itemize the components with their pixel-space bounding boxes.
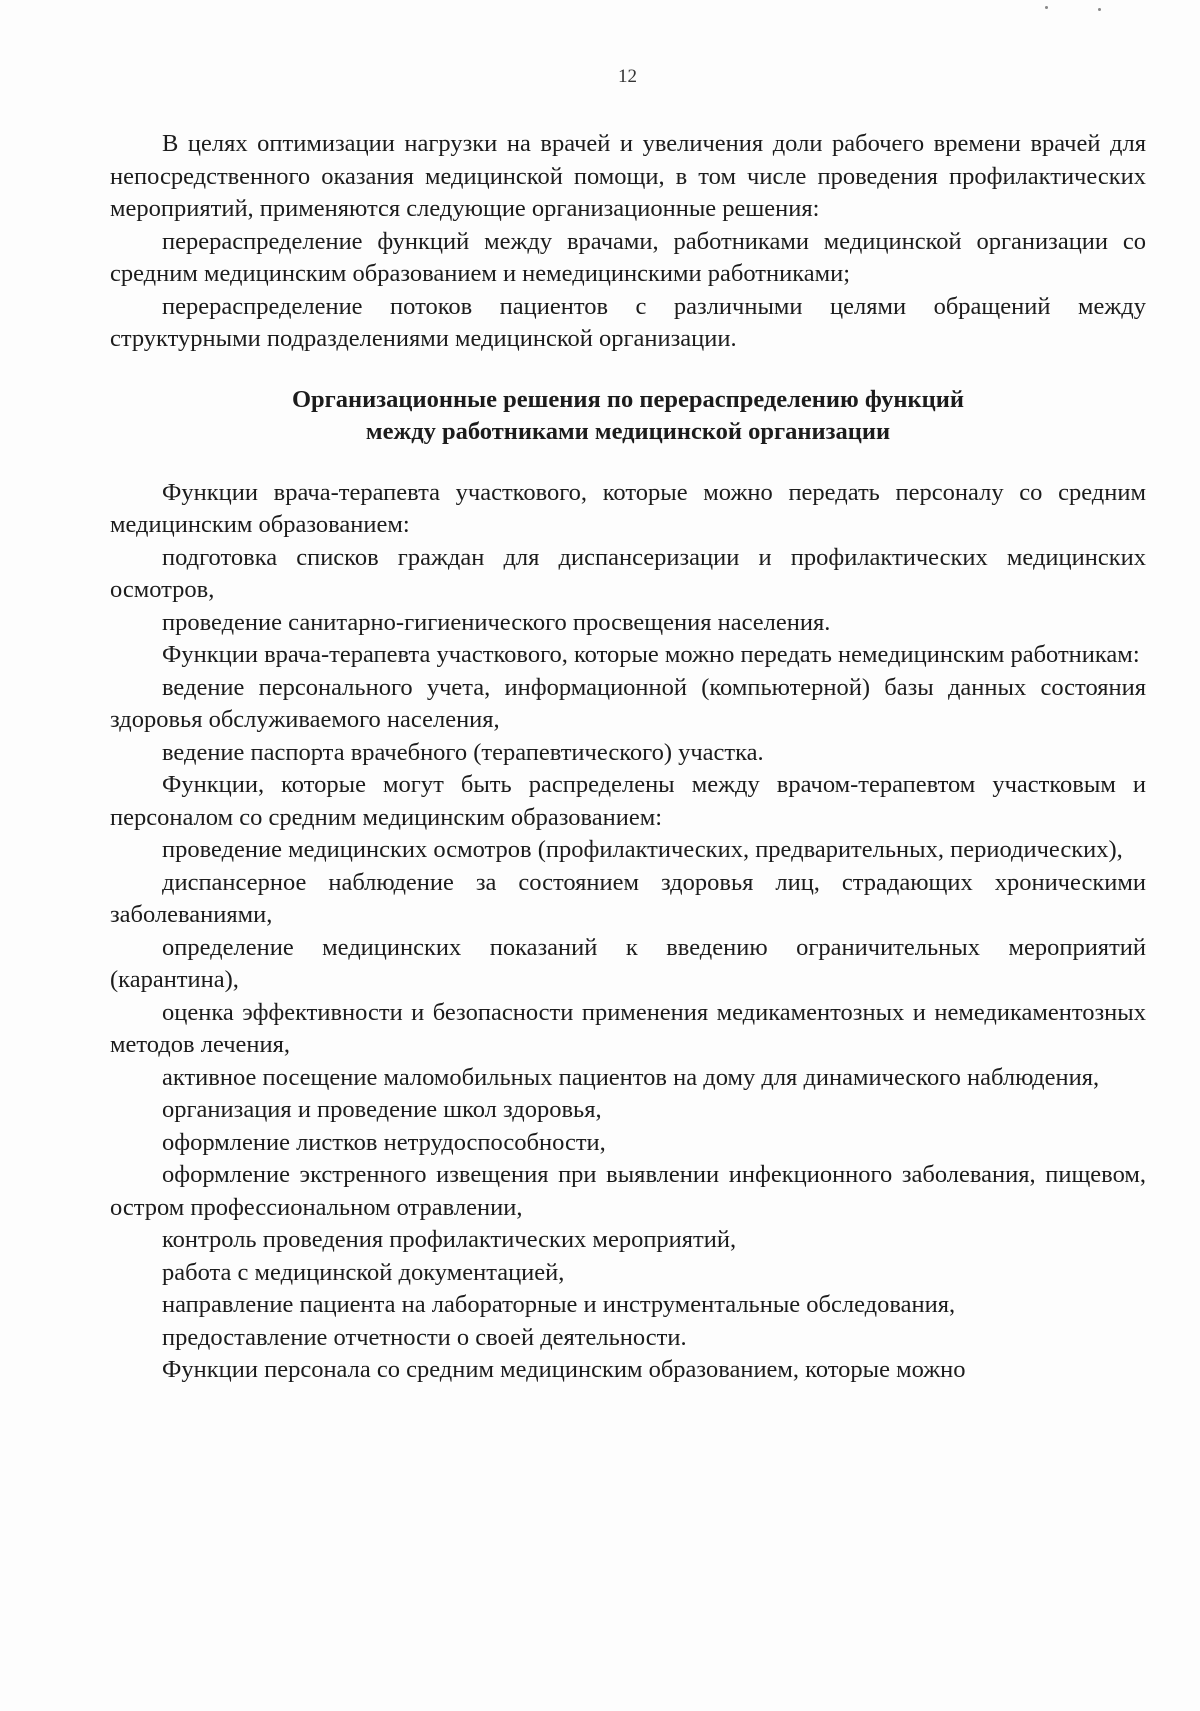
page-number: 12	[618, 66, 637, 87]
list-item: подготовка списков граждан для диспансеризации и профилактических медицинских осмотров,	[110, 543, 1146, 603]
scan-speck	[1098, 8, 1101, 11]
list-item: проведение медицинских осмотров (профилактических, предварительных, периодических),	[162, 836, 1123, 863]
list-item: оформление экстренного извещения при выявлении инфекционного заболевания, пищевом, остром профессиональном отравлении,	[110, 1161, 1146, 1221]
list-item: определение медицинских показаний к введению ограничительных мероприятий (карантина),	[110, 933, 1146, 993]
paragraph: Функции врача-терапевта участкового, которые можно передать немедицинским работникам:	[162, 641, 1140, 668]
paragraph: перераспределение потоков пациентов с различными целями обращений между структурными подразделениями медицинской организации.	[110, 292, 1146, 352]
paragraph: Функции, которые могут быть распределены между врачом-терапевтом участковым и персоналом со средним медицинским образованием:	[110, 771, 1146, 831]
list-item: контроль проведения профилактических мероприятий,	[162, 1226, 737, 1253]
paragraph: перераспределение функций между врачами, работниками медицинской организации со средним медицинским образованием и немедицинскими работниками;	[110, 227, 1146, 287]
list-item: диспансерное наблюдение за состоянием здоровья лиц, страдающих хроническими заболеваниями,	[110, 868, 1146, 928]
list-item: организация и проведение школ здоровья,	[162, 1096, 602, 1123]
section-heading-line-2: между работниками медицинской организации	[365, 418, 891, 445]
list-item: активное посещение маломобильных пациентов на дому для динамического наблюдения,	[162, 1063, 1100, 1091]
list-item: ведение персонального учета, информационной (компьютерной) базы данных состояния здоровья обслуживаемого населения,	[110, 673, 1146, 733]
section-heading-line-1: Организационные решения по перераспределению функций	[291, 385, 965, 413]
section-heading	[110, 384, 1146, 449]
list-item: оценка эффективности и безопасности применения медикаментозных и немедикаментозных методов лечения,	[110, 998, 1146, 1058]
paragraph: Функции врача-терапевта участкового, которые можно передать персоналу со средним медицинским образованием:	[110, 478, 1146, 538]
list-item: оформление листков нетрудоспособности,	[162, 1128, 606, 1156]
list-item: проведение санитарно-гигиенического просвещения населения.	[162, 608, 831, 636]
list-item: предоставление отчетности о своей деятельности.	[162, 1323, 687, 1351]
paragraph: В целях оптимизации нагрузки на врачей и увеличения доли рабочего времени врачей для непосредственного оказания медицинской помощи, в том числе проведения профилактических мероприятий, применяются следующие организационные решения:	[110, 130, 1146, 222]
document-body	[110, 128, 1146, 1387]
paragraph: Функции персонала со средним медицинским образованием, которые можно	[162, 1356, 966, 1383]
list-item: ведение паспорта врачебного (терапевтического) участка.	[162, 738, 764, 766]
list-item: направление пациента на лабораторные и инструментальные обследования,	[162, 1291, 956, 1318]
scan-speck	[1045, 6, 1048, 9]
list-item: работа с медицинской документацией,	[162, 1258, 565, 1286]
